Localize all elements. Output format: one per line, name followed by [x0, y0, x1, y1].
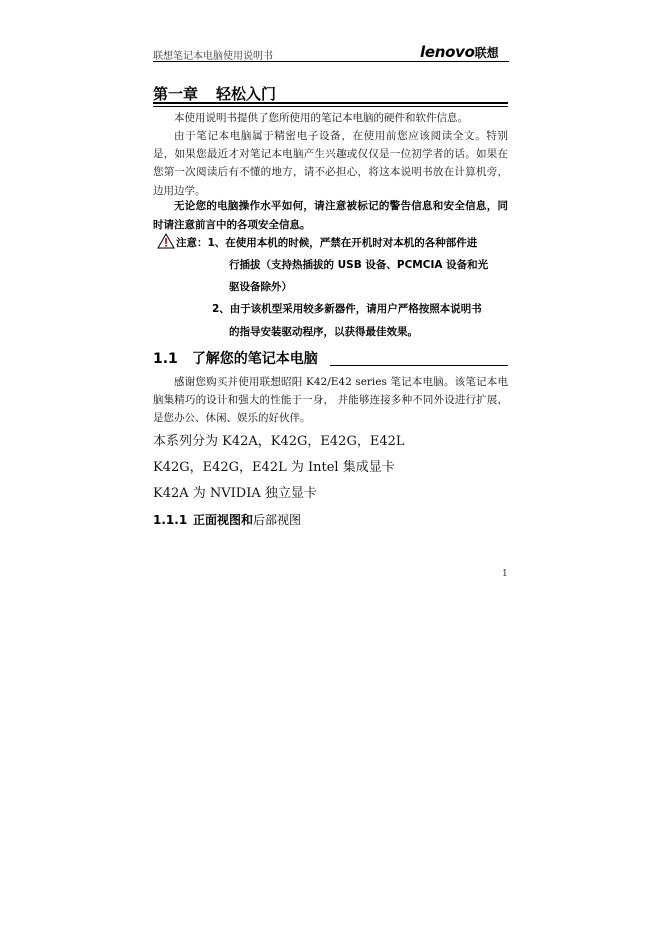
- series-line-2: K42G，E42G，E42L 为 Intel 集成显卡: [153, 460, 395, 475]
- section-rule: [330, 365, 508, 366]
- subsection-number: 1.1.1: [153, 513, 188, 527]
- warning-icon: [157, 233, 175, 249]
- intro-paragraph-2: 由于笔记本电脑属于精密电子设备，在使用前您应该阅读全文。特别是，如果您最近才对笔记本电脑产生兴趣或仅仅是一位初学者的话。如果在您第一次阅读后有不懂的地方，请不必担心，将这本说明书放在计算机旁，边用边学。: [153, 130, 508, 197]
- section-body: 感谢您购买并使用联想昭阳 K42/E42 series 笔记本电脑。该笔记本电脑集精巧的设计和强大的性能于一身， 并能够连接多种不同外设进行扩展，是您办公、休闲、娱乐的好伙伴。: [153, 376, 508, 425]
- header-rule: [153, 61, 509, 62]
- header-doc-title: 联想笔记本电脑使用说明书: [153, 51, 273, 62]
- subsection-title-part-2: 后部视图: [253, 513, 302, 527]
- page-number: 1: [502, 569, 508, 579]
- note-item-2-line-1: 2、由于该机型采用较多新器件，请用户严格按照本说明书: [212, 303, 482, 315]
- section-title: 了解您的笔记本电脑: [191, 351, 318, 367]
- chapter-rule-thin: [153, 106, 508, 107]
- note-item-2-line-2: 的指导安装驱动程序，以获得最佳效果。: [229, 326, 418, 338]
- note-label: 注意：: [176, 237, 208, 249]
- intro-paragraph-1: 本使用说明书提供了您所使用的笔记本电脑的硬件和软件信息。: [174, 112, 468, 124]
- series-line-1: 本系列分为 K42A，K42G，E42G，E42L: [153, 434, 405, 449]
- intro-paragraph-3: 无论您的电脑操作水平如何，请注意被标记的警告信息和安全信息，同时请注意前言中的各项安全信息。: [153, 200, 508, 231]
- section-number: 1.1: [153, 351, 178, 367]
- chapter-title: 轻松入门: [216, 85, 277, 103]
- note-item-1-line-2: 行插拔（支持热插拔的 USB 设备、PCMCIA 设备和光: [229, 259, 489, 271]
- note-item-1-line-1: 注意：1、在使用本机的时候，严禁在开机时对本机的各种部件进: [176, 237, 478, 249]
- chapter-rule-thick: [153, 102, 508, 104]
- series-line-3: K42A 为 NVIDIA 独立显卡: [153, 486, 317, 501]
- chapter-number: 第一章: [153, 85, 199, 103]
- chapter-heading: [153, 83, 276, 104]
- subsection-title-part-1: 正面视图和: [193, 513, 254, 527]
- section-heading: [153, 348, 318, 368]
- subsection-heading: [153, 511, 301, 528]
- logo-text: lenovo: [420, 43, 475, 61]
- note-item-1-line-3: 驱设备除外）: [229, 281, 292, 293]
- lenovo-logo: [420, 43, 499, 61]
- logo-cn: 联想: [474, 46, 499, 60]
